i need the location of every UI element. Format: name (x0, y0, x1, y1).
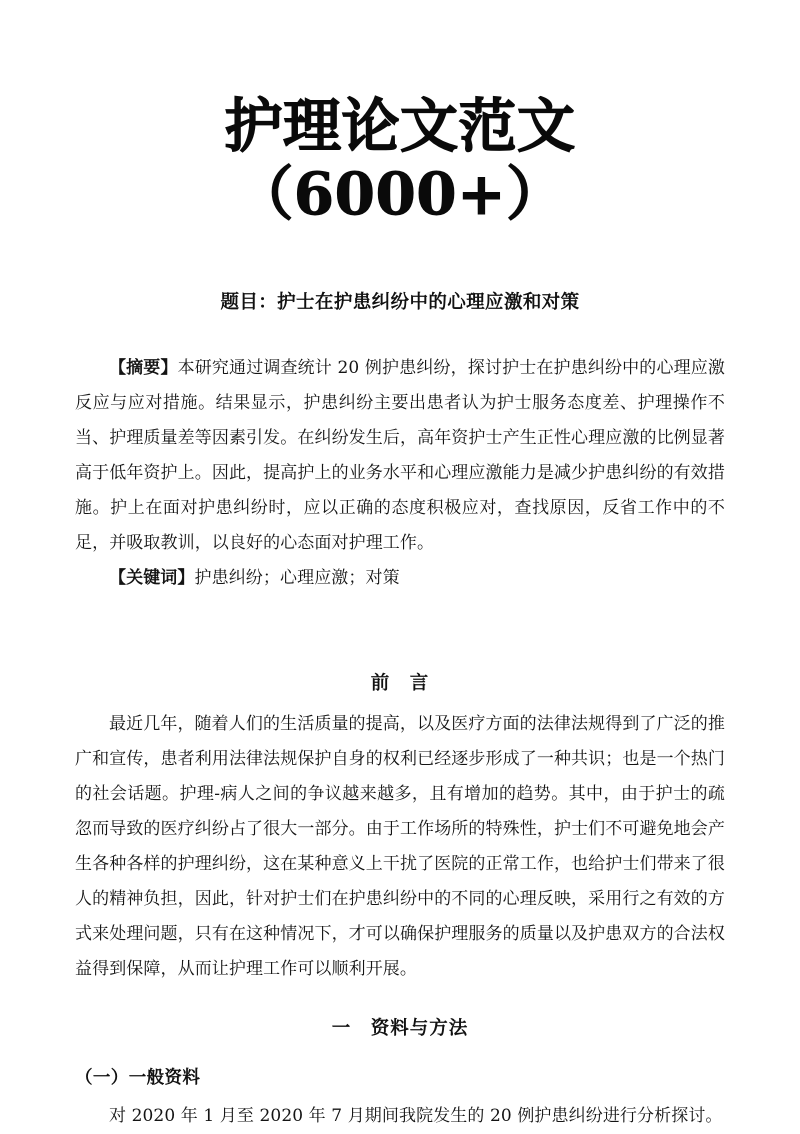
abstract-block (75, 317, 725, 561)
abstract-label: 【摘要】 (109, 357, 178, 378)
general-data-body (75, 1091, 725, 1134)
keywords-label: 【关键词】 (109, 567, 195, 588)
section-heading-preface: 前 言 (370, 672, 430, 694)
subsection-heading-general-data: （一）一般资料 (75, 1068, 201, 1089)
keywords-paragraph (75, 561, 725, 596)
abstract-paragraph (75, 351, 725, 561)
preface-paragraph: 最近几年，随着人们的生活质量的提高，以及医疗方面的法律法规得到了广泛的推广和宣传，患者利用法律法规保护自身的权利已经逐步形成了一种共识；也是一个热门的社会话题。护理-病人之间的争议越来越多，且有增加的趋势。其中，由于护士的疏忽而导致的医疗纠纷占了很大一部分。由于工作场所的特殊性，护士们不可避免地会产生各种各样的护理纠纷，这在某种意义上干扰了医院的正常工作，也给护士们带来了很人的精神负担，因此，针对护士们在护患纠纷中的不同的心理反映，采用行之有效的方式来处理问题，只有在这种情况下，才可以确保护理服务的质量以及护患双方的合法权益得到保障，从而让护理工作可以顺利开展。 (75, 714, 725, 980)
section-heading-materials-and-methods: 一 资料与方法 (331, 1018, 469, 1040)
abstract-text: 本研究通过调查统计 20 例护患纠纷，探讨护士在护患纠纷中的心理应激反应与应对措施。结果显示，护患纠纷主要出患者认为护士服务态度差、护理操作不当、护理质量差等因素引发。在纠纷发生后，高年资护士产生正性心理应激的比例显著高于低年资护上。因此，提高护上的业务水平和心理应激能力是减少护患纠纷的有效措施。护上在面对护患纠纷时，应以正确的态度积极应对，查找原因，反省工作中的不足，并吸取教训，以良好的心态面对护理工作。 (75, 357, 725, 553)
document-content (75, 0, 725, 1134)
keywords-text: 护患纠纷；心理应激；对策 (194, 567, 400, 588)
general-data-paragraph: 对 2020 年 1 月至 2020 年 7 月期间我院发生的 20 例护患纠纷进行分析探讨。 (109, 1106, 723, 1127)
paper-subtitle: 题目：护士在护患纠纷中的心理应激和对策 (220, 291, 580, 313)
keywords-block (75, 561, 725, 596)
preface-body (75, 697, 725, 987)
page-title: 护理论文范文（6000+） (224, 92, 576, 229)
